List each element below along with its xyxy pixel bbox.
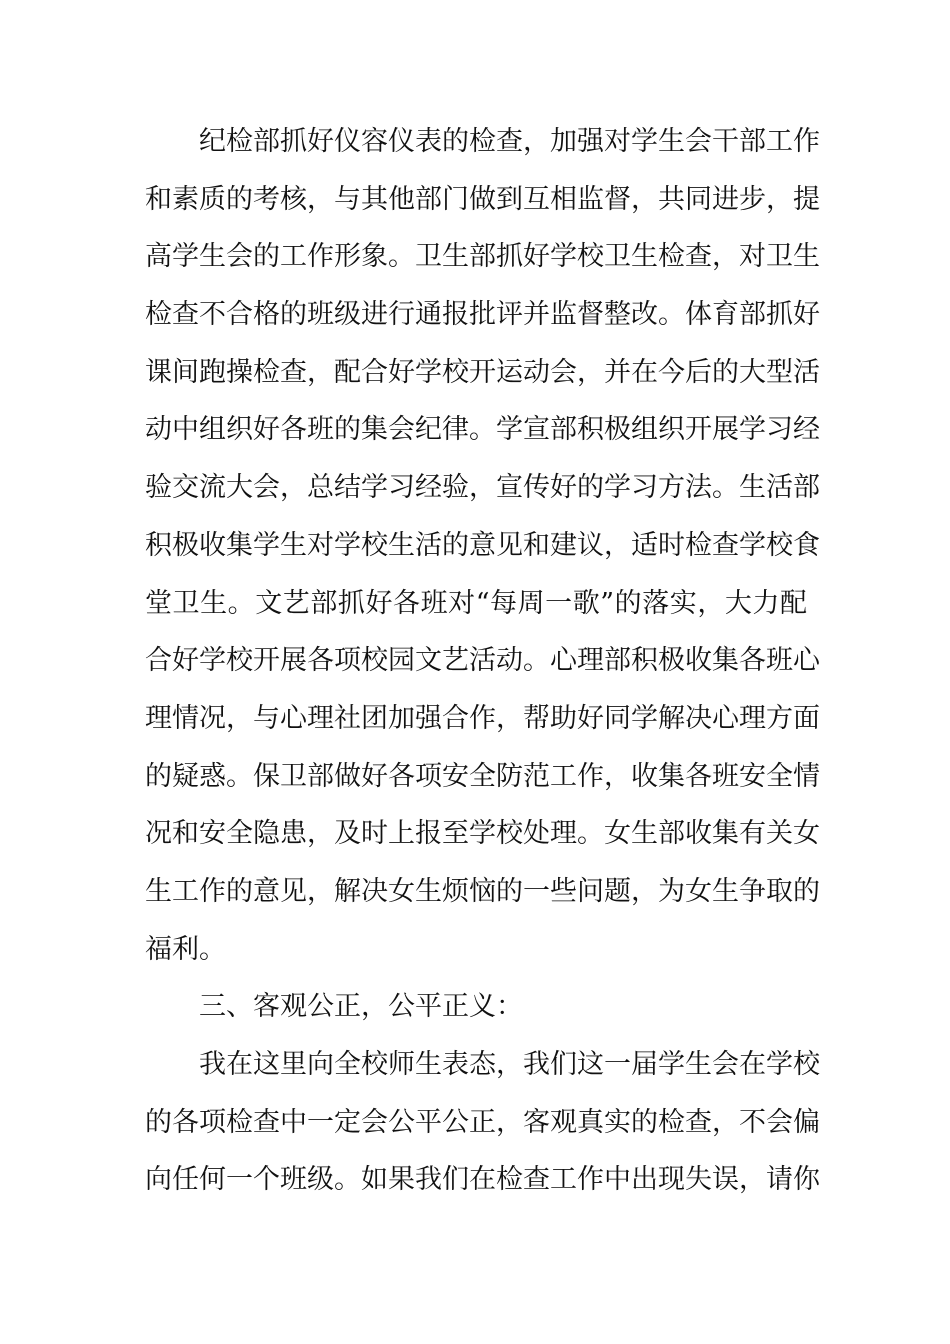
paragraph-1-line-3: 高学生会的工作形象。卫生部抓好学校卫生检查，对卫生: [145, 241, 820, 273]
paragraph-2-line-1: 我在这里向全校师生表态，我们这一届学生会在学校: [199, 1049, 820, 1080]
paragraph-1-line-10: 合好学校开展各项校园文艺活动。心理部积极收集各班心: [145, 645, 820, 677]
paragraph-2-line-3: 向任何一个班级。如果我们在检查工作中出现失误，请你: [145, 1164, 820, 1196]
paragraph-1-line-2: 和素质的考核，与其他部门做到互相监督，共同进步，提: [145, 183, 820, 215]
paragraph-1-line-15: 福利。: [145, 933, 226, 965]
paragraph-2-line-2: 的各项检查中一定会公平公正，客观真实的检查，不会偏: [145, 1106, 820, 1138]
paragraph-1-line-14: 生工作的意见，解决女生烦恼的一些问题，为女生争取的: [145, 875, 820, 907]
paragraph-1-line-12: 的疑惑。保卫部做好各项安全防范工作，收集各班安全情: [145, 760, 820, 792]
paragraph-1-line-6: 动中组织好各班的集会纪律。学宣部积极组织开展学习经: [145, 414, 820, 446]
paragraph-1-line-7: 验交流大会，总结学习经验，宣传好的学习方法。生活部: [145, 472, 820, 504]
paragraph-1-line-5: 课间跑操检查，配合好学校开运动会，并在今后的大型活: [145, 356, 820, 388]
paragraph-1-line-8: 积极收集学生对学校生活的意见和建议，适时检查学校食: [145, 529, 820, 561]
section-heading: 三、客观公正，公平正义：: [199, 991, 523, 1023]
paragraph-1-line-9: 堂卫生。文艺部抓好各班对“每周一歌”的落实，大力配: [145, 587, 807, 619]
paragraph-1-line-11: 理情况，与心理社团加强合作，帮助好同学解决心理方面: [145, 702, 820, 734]
paragraph-1-line-1: 纪检部抓好仪容仪表的检查，加强对学生会干部工作: [199, 126, 820, 157]
paragraph-1-line-13: 况和安全隐患，及时上报至学校处理。女生部收集有关女: [145, 818, 820, 850]
body-text: [145, 113, 820, 1209]
paragraph-1-line-4: 检查不合格的班级进行通报批评并监督整改。体育部抓好: [145, 299, 820, 331]
